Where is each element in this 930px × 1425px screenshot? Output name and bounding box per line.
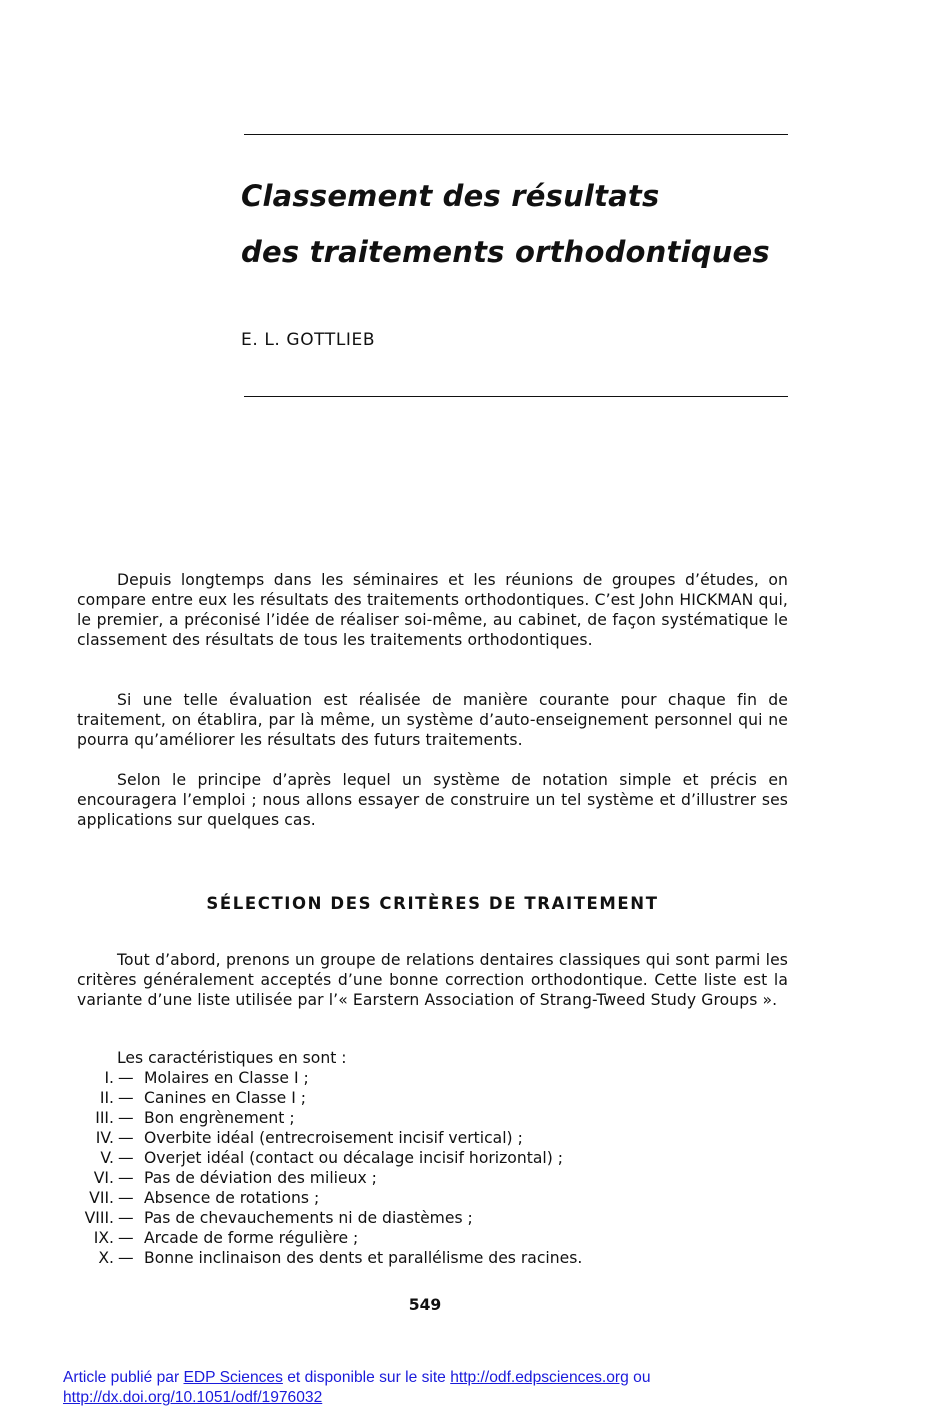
criterion-dash: — [118,1189,134,1207]
article-title-line2: des traitements orthodontiques [241,235,770,269]
criterion-text: Bon engrènement ; [144,1109,295,1127]
criterion-text: Overbite idéal (entrecroisement incisif vertical) ; [144,1129,523,1147]
criterion-text: Arcade de forme régulière ; [144,1229,359,1247]
intro-paragraph-2: Si une telle évaluation est réalisée de manière courante pour chaque fin de traitement, on établira, par là même, un système d’auto-enseignement personnel qui ne pourra qu’améliorer les résultats des futurs traitements. [77,691,788,749]
criterion-dash: — [118,1149,134,1167]
criterion-text: Absence de rotations ; [144,1189,320,1207]
footer-line-2 [63,1388,651,1408]
article-title-line1: Classement des résultats [241,179,660,213]
site-link[interactable]: http://odf.edpsciences.org [450,1369,629,1386]
intro-paragraph-1: Depuis longtemps dans les séminaires et les réunions de groupes d’études, on compare entre eux les résultats des traitements orthodontiques. C’est John HICKMAN qui, le premier, a préconisé l’idée de réaliser soi-même, au cabinet, de façon systématique le classement des résultats de tous les traitements orthodontiques. [77,571,788,649]
criterion-text: Pas de chevauchements ni de diastèmes ; [144,1209,473,1227]
criterion-dash: — [118,1169,134,1187]
footer-line-1 [63,1368,651,1388]
footer-suffix: ou [633,1369,651,1386]
section-heading: SÉLECTION DES CRITÈRES DE TRAITEMENT [206,894,659,913]
article-author: E. L. GOTTLIEB [241,330,376,350]
list-item [60,1128,780,1148]
list-item [60,1088,780,1108]
criterion-dash: — [118,1129,134,1147]
criterion-text: Overjet idéal (contact ou décalage incisif horizontal) ; [144,1149,564,1167]
list-item [60,1068,780,1088]
criterion-number: IV. [95,1129,114,1147]
criterion-number: I. [104,1069,114,1087]
criterion-number: VII. [89,1189,114,1207]
criterion-number: VIII. [84,1209,114,1227]
list-item [60,1188,780,1208]
footer-citation [63,1368,651,1408]
criterion-number: X. [98,1249,114,1267]
criterion-text: Bonne inclinaison des dents et parallélisme des racines. [144,1249,583,1267]
criterion-number: V. [100,1149,114,1167]
criteria-list-intro: Les caractéristiques en sont : [117,1049,347,1067]
header-rule-bottom [244,396,788,397]
criterion-text: Canines en Classe I ; [144,1089,307,1107]
criterion-dash: — [118,1089,134,1107]
criterion-dash: — [118,1229,134,1247]
list-item [60,1248,780,1268]
list-item [60,1228,780,1248]
doi-link[interactable]: http://dx.doi.org/10.1051/odf/1976032 [63,1389,323,1406]
criterion-dash: — [118,1249,134,1267]
criterion-dash: — [118,1109,134,1127]
criterion-dash: — [118,1069,134,1087]
criterion-dash: — [118,1209,134,1227]
list-item [60,1208,780,1228]
list-item [60,1168,780,1188]
list-item [60,1108,780,1128]
header-rule-top [244,134,788,135]
publisher-link[interactable]: EDP Sciences [183,1369,283,1386]
page-number: 549 [408,1296,442,1314]
criterion-number: IX. [93,1229,114,1247]
section-paragraph: Tout d’abord, prenons un groupe de relations dentaires classiques qui sont parmi les critères généralement acceptés d’une bonne correction orthodontique. Cette liste est la variante d’une liste utilisée par l’« Earstern Association of Strang-Tweed Study Groups ». [77,951,788,1009]
criterion-number: II. [99,1089,114,1107]
criterion-number: VI. [93,1169,114,1187]
criterion-text: Pas de déviation des milieux ; [144,1169,377,1187]
footer-prefix: Article publié par [63,1369,180,1386]
criterion-number: III. [95,1109,114,1127]
footer-middle: et disponible sur le site [287,1369,446,1386]
list-item [60,1148,780,1168]
intro-paragraph-3: Selon le principe d’après lequel un système de notation simple et précis en encouragera l’emploi ; nous allons essayer de construire un tel système et d’illustrer ses applications sur quelques cas. [77,771,788,829]
criteria-list [60,1068,780,1268]
criterion-text: Molaires en Classe I ; [144,1069,309,1087]
